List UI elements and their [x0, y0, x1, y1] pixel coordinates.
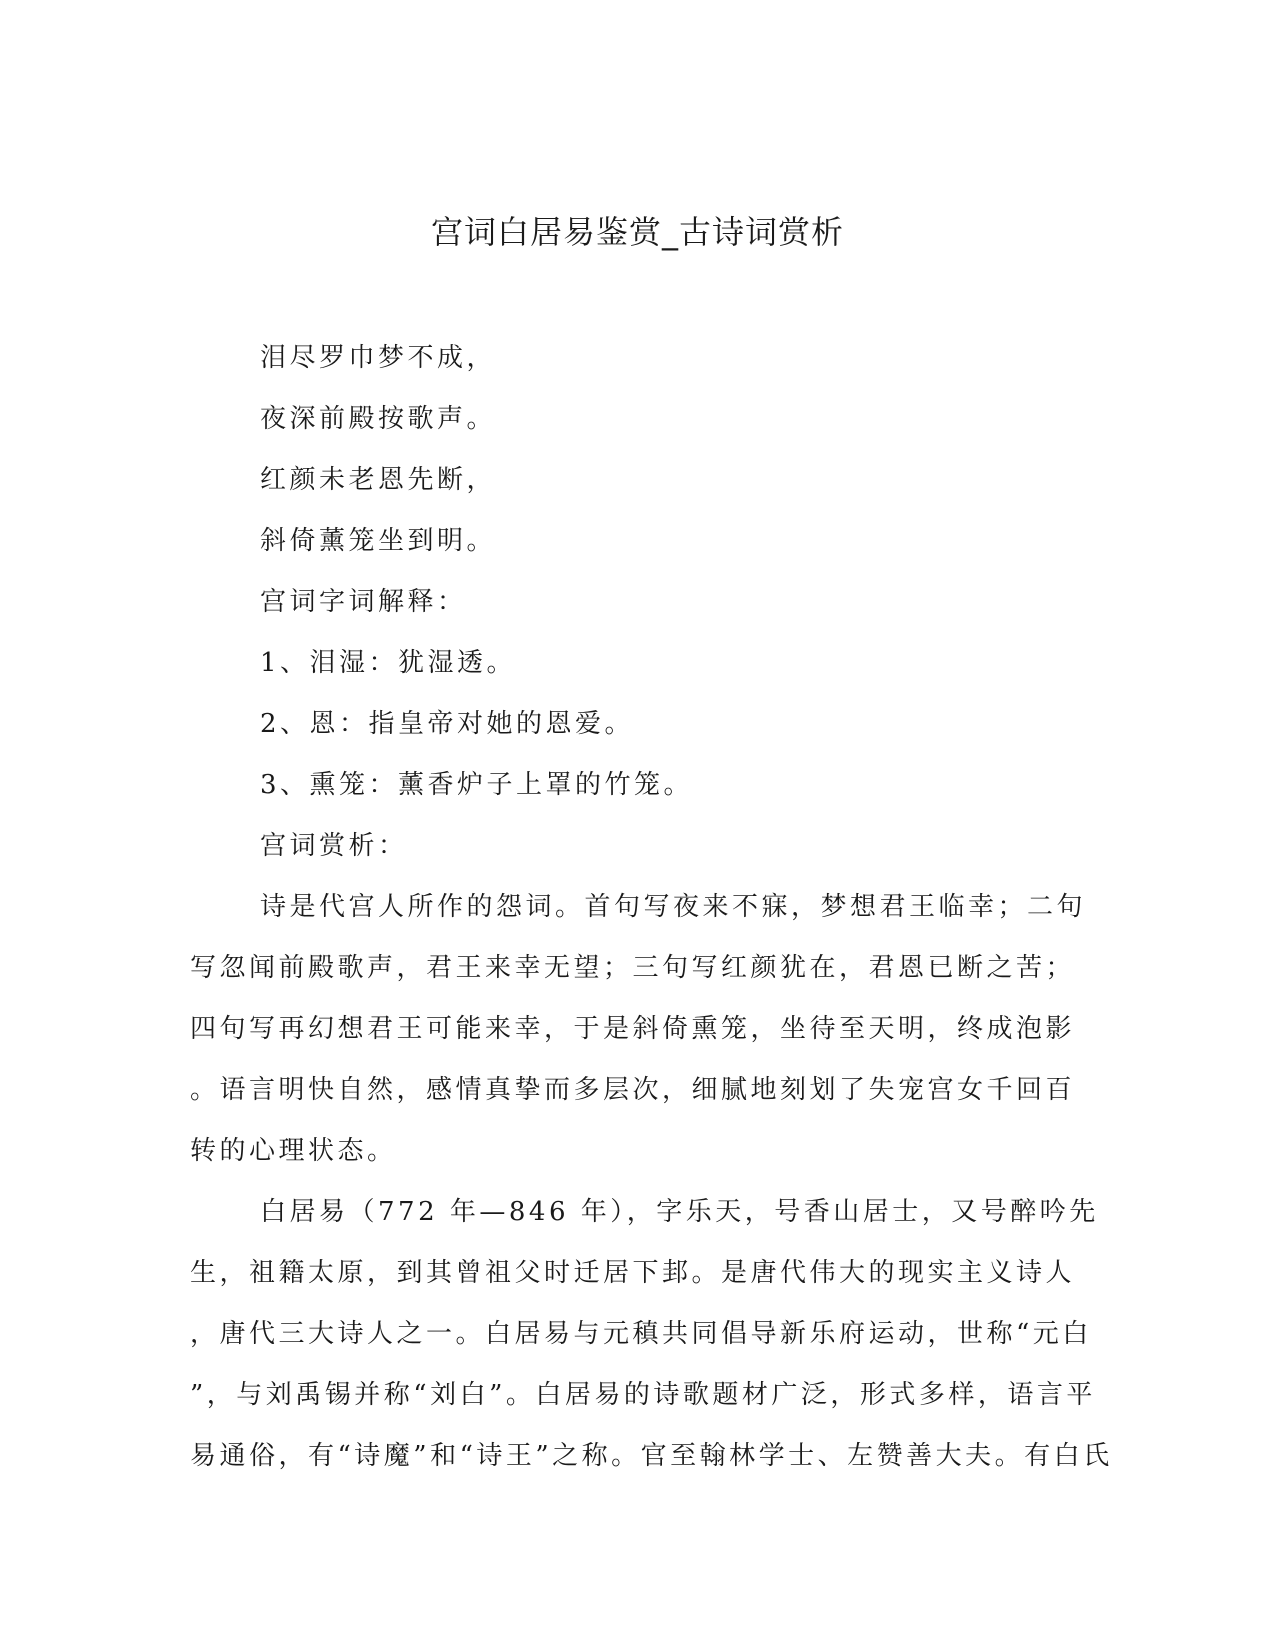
- poem-line: 泪尽罗巾梦不成，: [260, 343, 497, 373]
- bio-line: 易通俗，有“诗魔”和“诗王”之称。官至翰林学士、左赞善大夫。有白氏: [190, 1441, 1113, 1471]
- poem-line: 红颜未老恩先断，: [260, 465, 497, 495]
- analysis-heading: 宫词赏析：: [260, 831, 408, 861]
- glossary-list: [190, 633, 1080, 816]
- bio-line: 白居易（772 年—846 年），字乐天，号香山居士，又号醉吟先: [260, 1197, 1099, 1227]
- analysis-line: 写忽闻前殿歌声，君王来幸无望；三句写红颜犹在，君恩已断之苦；: [190, 953, 1076, 983]
- poem-line: 夜深前殿按歌声。: [260, 404, 497, 434]
- glossary-item: 2、恩：指皇帝对她的恩爱。: [260, 709, 635, 739]
- glossary-item: 3、熏笼：薰香炉子上罩的竹笼。: [260, 770, 694, 800]
- analysis-line: 。语言明快自然，感情真挚而多层次，细腻地刻划了失宠宫女千回百: [190, 1075, 1076, 1105]
- bio-line: ”，与刘禹锡并称“刘白”。白居易的诗歌题材广泛，形式多样，语言平: [190, 1380, 1096, 1410]
- poem: [190, 328, 1080, 572]
- glossary-heading: 宫词字词解释：: [260, 587, 467, 617]
- author-bio-paragraph: [190, 1182, 1113, 1487]
- document-body: [190, 328, 1113, 1487]
- document-title: 宫词白居易鉴赏_古诗词赏析: [430, 213, 844, 251]
- bio-line: ，唐代三大诗人之一。白居易与元稹共同倡导新乐府运动，世称“元白: [190, 1319, 1092, 1349]
- bio-line: 生，祖籍太原，到其曾祖父时迁居下邽。是唐代伟大的现实主义诗人: [190, 1258, 1076, 1288]
- poem-line: 斜倚薰笼坐到明。: [260, 526, 497, 556]
- glossary-item: 1、泪湿：犹湿透。: [260, 648, 517, 678]
- analysis-line: 诗是代宫人所作的怨词。首句写夜来不寐，梦想君王临幸；二句: [260, 892, 1087, 922]
- analysis-line: 四句写再幻想君王可能来幸，于是斜倚熏笼，坐待至天明，终成泡影: [190, 1014, 1076, 1044]
- analysis-paragraph: [190, 877, 1087, 1182]
- analysis-line: 转的心理状态。: [190, 1136, 397, 1166]
